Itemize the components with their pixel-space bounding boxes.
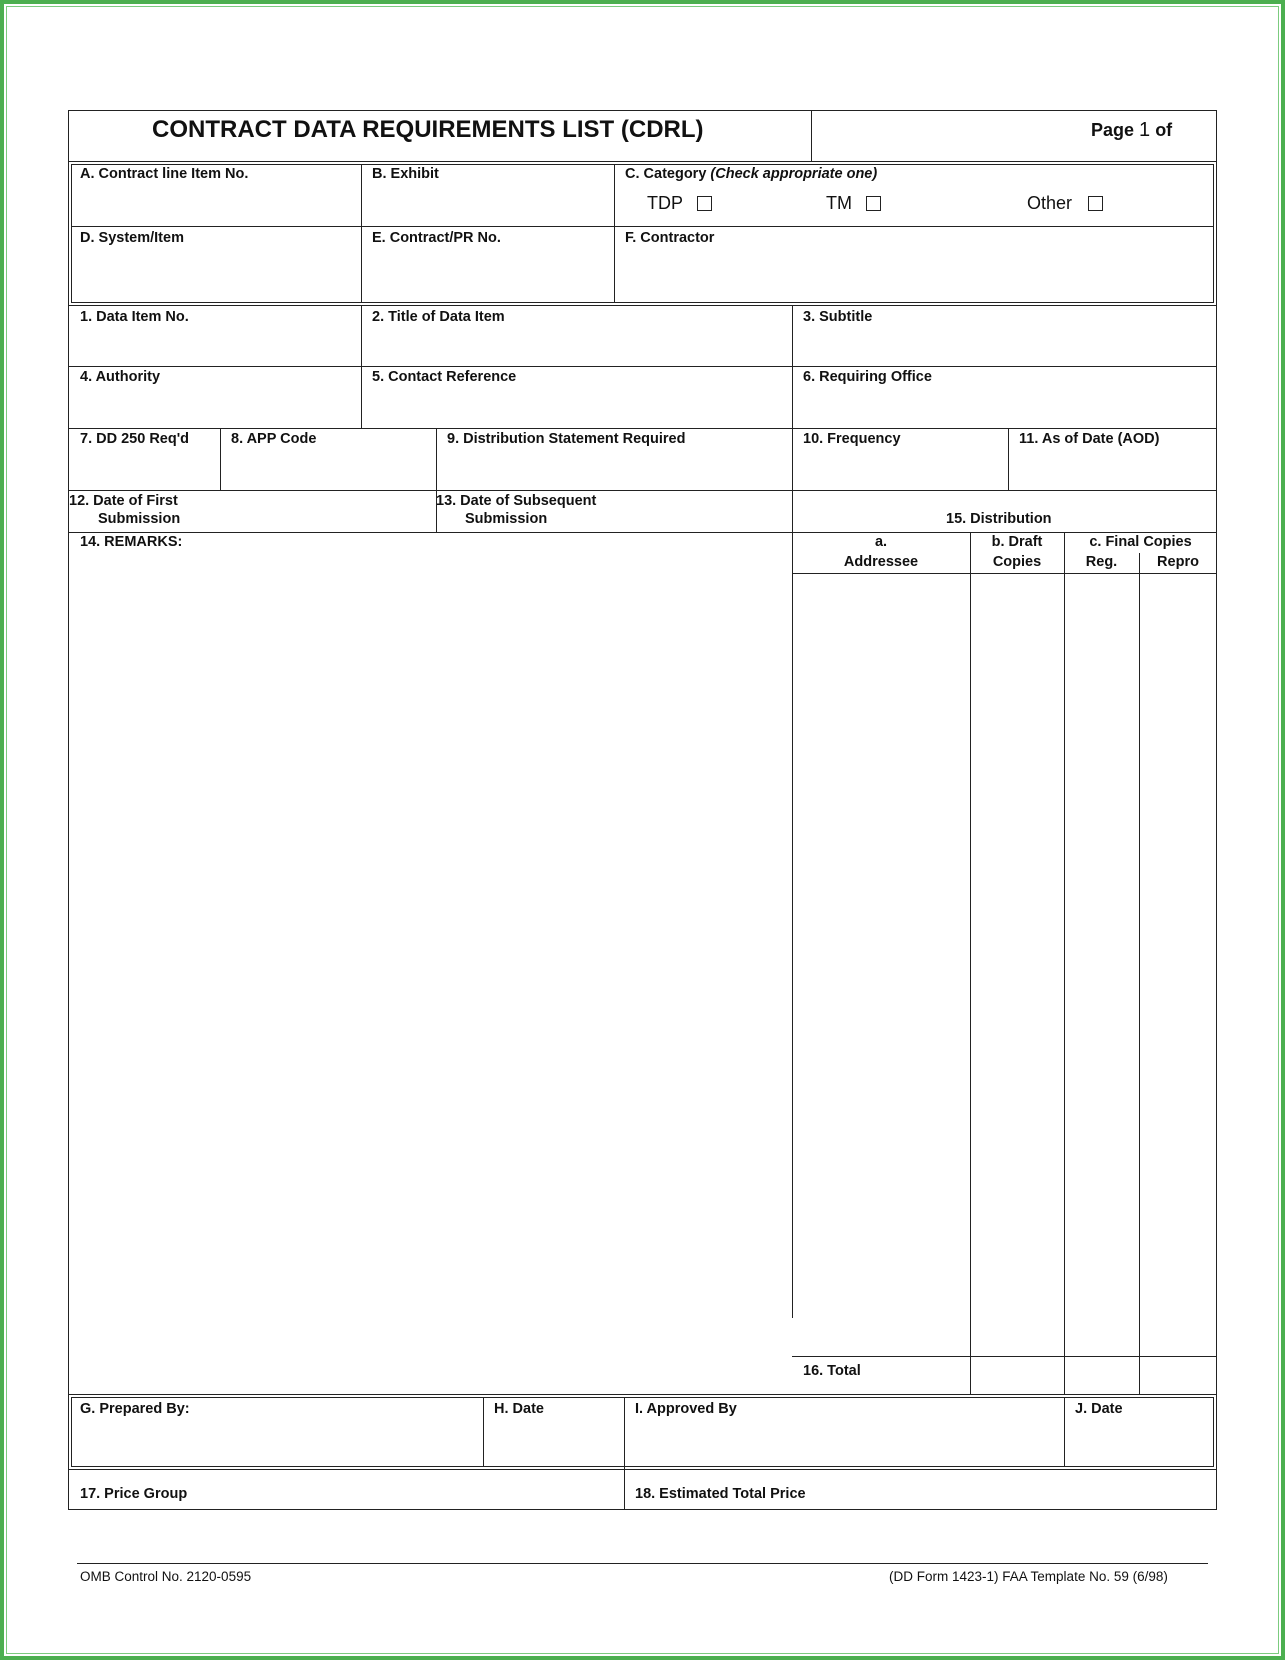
field-8-label: 8. APP Code bbox=[231, 431, 317, 447]
field-16-label: 16. Total bbox=[803, 1363, 861, 1379]
field-9-label: 9. Distribution Statement Required bbox=[447, 431, 686, 447]
field-j-label: J. Date bbox=[1075, 1401, 1123, 1417]
divider bbox=[361, 305, 362, 428]
field-13-label-line2: Submission bbox=[465, 511, 548, 527]
field-15b-label-line2: Copies bbox=[992, 554, 1042, 570]
page-of-label: of bbox=[1155, 120, 1173, 140]
field-4-label: 4. Authority bbox=[80, 369, 161, 385]
field-i-label: I. Approved By bbox=[635, 1401, 737, 1417]
form-title: CONTRACT DATA REQUIREMENTS LIST (CDRL) bbox=[152, 116, 704, 143]
field-7-label: 7. DD 250 Req'd bbox=[80, 431, 190, 447]
omb-control-number: OMB Control No. 2120-0595 bbox=[80, 1569, 252, 1584]
divider bbox=[68, 428, 1217, 429]
divider bbox=[361, 164, 362, 303]
remarks-area[interactable] bbox=[70, 556, 790, 1392]
field-1-label: 1. Data Item No. bbox=[80, 309, 189, 325]
divider bbox=[792, 1356, 1217, 1357]
divider bbox=[614, 164, 615, 303]
field-15c-repro-label: Repro bbox=[1157, 554, 1199, 570]
divider bbox=[68, 366, 1217, 367]
field-15c-label: c. Final Copies bbox=[1089, 534, 1192, 550]
divider bbox=[220, 428, 221, 490]
field-c-title: C. Category bbox=[625, 166, 707, 182]
field-3-label: 3. Subtitle bbox=[803, 309, 873, 325]
field-b-label: B. Exhibit bbox=[372, 166, 439, 182]
footer-rule bbox=[77, 1563, 1208, 1564]
field-f-label: F. Contractor bbox=[625, 230, 715, 246]
field-12-label: 12. Date of First bbox=[69, 493, 178, 509]
field-17-label: 17. Price Group bbox=[80, 1486, 188, 1502]
field-2-label: 2. Title of Data Item bbox=[372, 309, 505, 325]
field-15a-label: a. bbox=[874, 534, 888, 550]
form-template-number: (DD Form 1423-1) FAA Template No. 59 (6/98) bbox=[889, 1569, 1168, 1584]
field-g-label: G. Prepared By: bbox=[80, 1401, 190, 1417]
divider bbox=[483, 1397, 484, 1467]
field-c-label bbox=[625, 165, 877, 183]
divider bbox=[970, 532, 971, 1394]
divider bbox=[792, 305, 793, 1318]
field-18-label: 18. Estimated Total Price bbox=[635, 1486, 806, 1502]
other-checkbox[interactable] bbox=[1088, 196, 1103, 211]
field-d-label: D. System/Item bbox=[80, 230, 184, 246]
page-indicator bbox=[1091, 119, 1172, 142]
field-15c-reg-label: Reg. bbox=[1085, 554, 1118, 570]
field-10-label: 10. Frequency bbox=[803, 431, 901, 447]
option-tm-label: TM bbox=[826, 193, 852, 213]
option-tdp-label: TDP bbox=[647, 193, 683, 213]
divider bbox=[1139, 553, 1140, 1394]
divider bbox=[71, 226, 1214, 227]
divider bbox=[436, 428, 437, 532]
tdp-checkbox[interactable] bbox=[697, 196, 712, 211]
field-5-label: 5. Contact Reference bbox=[372, 369, 517, 385]
field-h-label: H. Date bbox=[494, 1401, 544, 1417]
field-14-label: 14. REMARKS: bbox=[80, 534, 183, 550]
page-number: 1 bbox=[1139, 119, 1151, 141]
tm-checkbox[interactable] bbox=[866, 196, 881, 211]
divider bbox=[792, 573, 1217, 574]
divider bbox=[811, 110, 812, 162]
field-c-hint: (Check appropriate one) bbox=[710, 166, 878, 182]
field-6-label: 6. Requiring Office bbox=[803, 369, 932, 385]
field-13-label: 13. Date of Subsequent bbox=[436, 493, 597, 509]
divider bbox=[1064, 1397, 1065, 1467]
field-15a-label-line2: Addressee bbox=[843, 554, 919, 570]
field-e-label: E. Contract/PR No. bbox=[372, 230, 501, 246]
divider bbox=[1064, 532, 1065, 1394]
divider bbox=[68, 490, 1217, 491]
field-12-label-line2: Submission bbox=[98, 511, 181, 527]
field-15b-label: b. Draft bbox=[991, 534, 1043, 550]
divider bbox=[1008, 428, 1009, 490]
option-other-label: Other bbox=[1027, 193, 1073, 213]
page-label: Page bbox=[1091, 120, 1135, 140]
field-15-label: 15. Distribution bbox=[946, 511, 1052, 527]
field-11-label: 11. As of Date (AOD) bbox=[1019, 431, 1160, 447]
field-a-label: A. Contract line Item No. bbox=[80, 166, 249, 182]
